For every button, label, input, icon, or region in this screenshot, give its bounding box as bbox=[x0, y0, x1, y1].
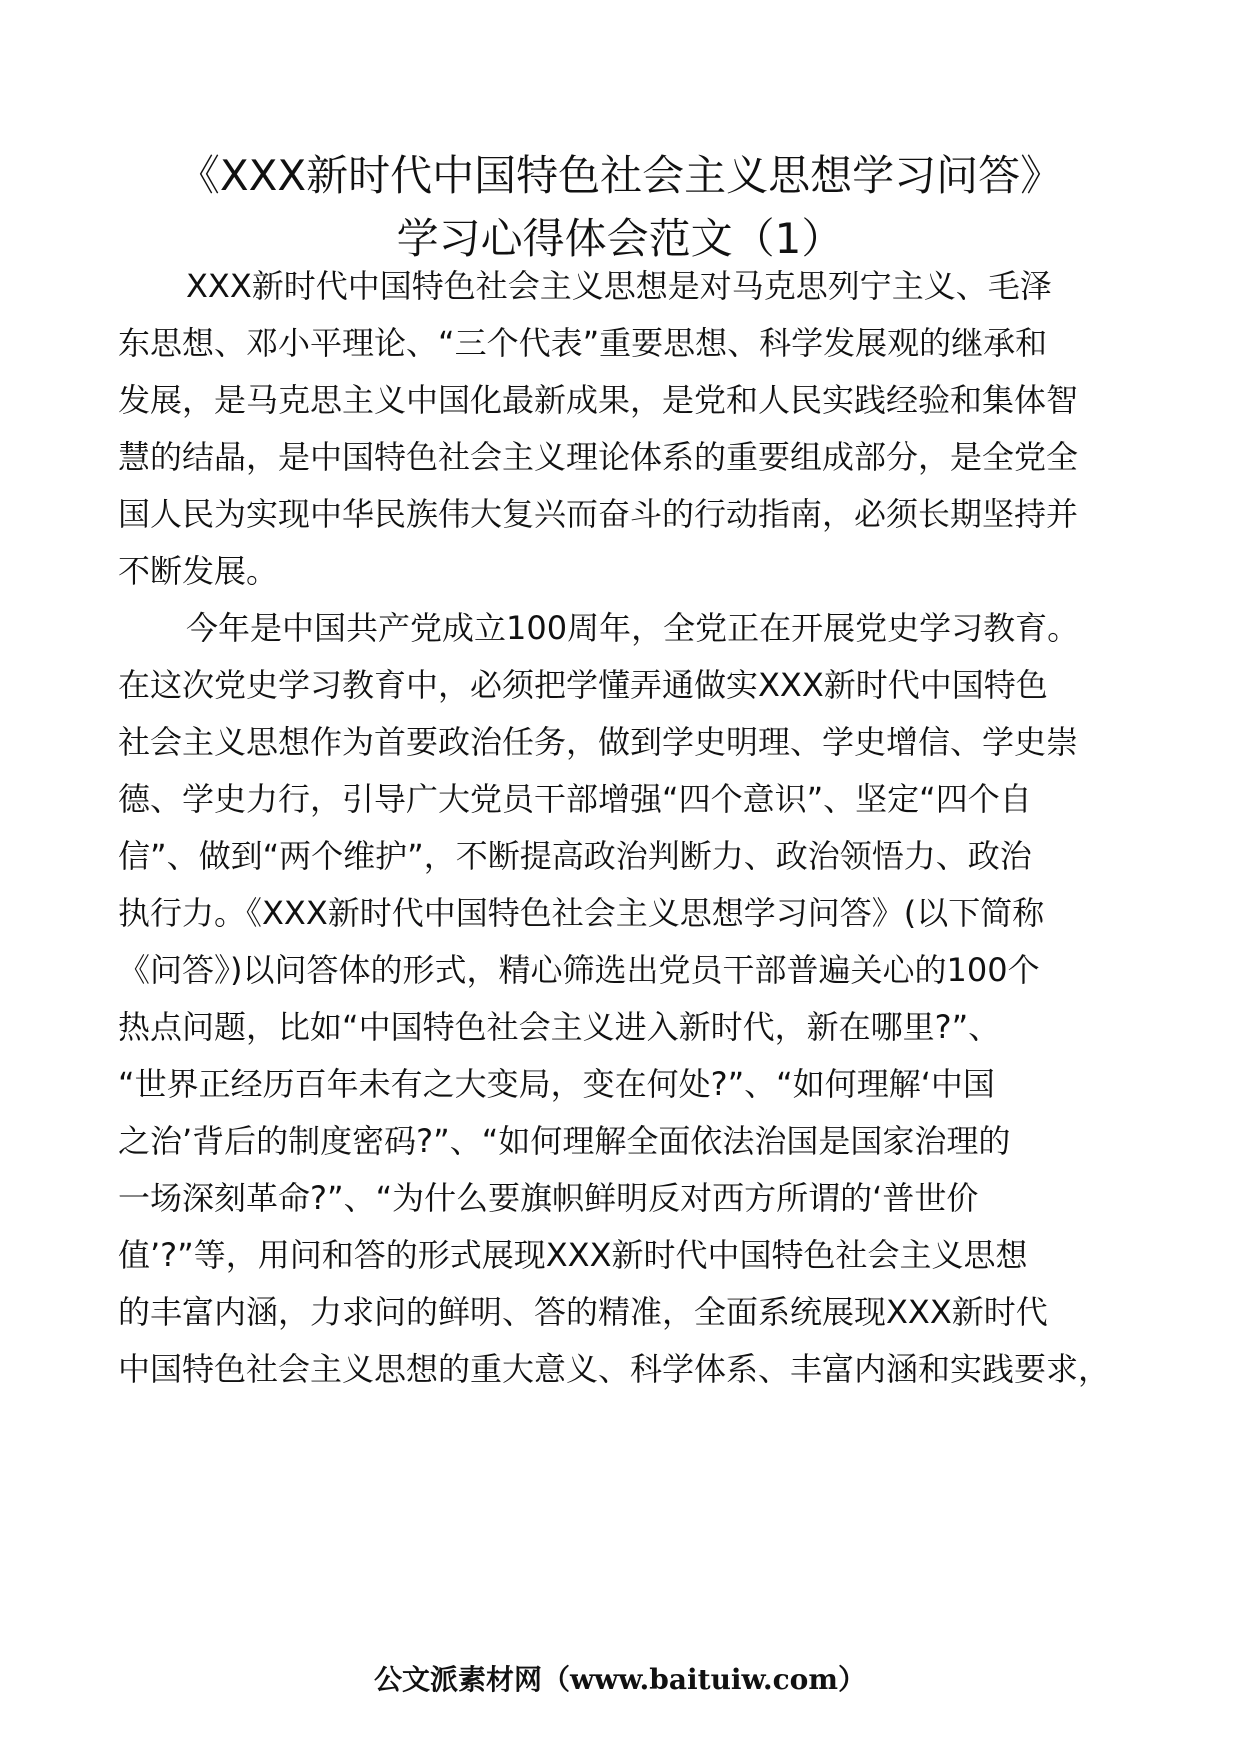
document-title-line-1: 《XXX新时代中国特色社会主义思想学习问答》 bbox=[177, 151, 1063, 200]
paragraph-2-line-5: 信”、做到“两个维护”，不断提高政治判断力、政治领悟力、政治 bbox=[118, 837, 1032, 875]
paragraph-2-line-12: 值’?”等，用问和答的形式展现XXX新时代中国特色社会主义思想 bbox=[118, 1236, 1028, 1274]
paragraph-2-line-1: 今年是中国共产党成立100周年，全党正在开展党史学习教育。 bbox=[186, 609, 1080, 647]
paragraph-1-line-4: 慧的结晶，是中国特色社会主义理论体系的重要组成部分，是全党全 bbox=[118, 438, 1079, 476]
footer-source: 公文派素材网（www.baituiw.com） bbox=[374, 1663, 866, 1696]
paragraph-2-line-13: 的丰富内涵，力求问的鲜明、答的精准，全面系统展现XXX新时代 bbox=[118, 1293, 1048, 1331]
paragraph-1-line-3: 发展，是马克思主义中国化最新成果，是党和人民实践经验和集体智 bbox=[118, 381, 1079, 419]
paragraph-2-line-4: 德、学史力行，引导广大党员干部增强“四个意识”、坚定“四个自 bbox=[118, 780, 1032, 818]
paragraph-2-line-14: 中国特色社会主义思想的重大意义、科学体系、丰富内涵和实践要求， bbox=[118, 1350, 1111, 1388]
paragraph-1-line-1: XXX新时代中国特色社会主义思想是对马克思列宁主义、毛泽 bbox=[186, 267, 1052, 305]
paragraph-1-line-2: 东思想、邓小平理论、“三个代表”重要思想、科学发展观的继承和 bbox=[118, 324, 1048, 362]
document-title-line-2: 学习心得体会范文（1） bbox=[396, 214, 844, 263]
paragraph-1-line-5: 国人民为实现中华民族伟大复兴而奋斗的行动指南，必须长期坚持并 bbox=[118, 495, 1079, 533]
paragraph-2-line-8: 热点问题，比如“中国特色社会主义进入新时代，新在哪里?”、 bbox=[118, 1008, 1001, 1046]
paragraph-2-line-3: 社会主义思想作为首要政治任务，做到学史明理、学史增信、学史崇 bbox=[118, 723, 1079, 761]
paragraph-2-line-7: 《问答》)以问答体的形式，精心筛选出党员干部普遍关心的100个 bbox=[118, 951, 1040, 989]
paragraph-2-line-9: “世界正经历百年未有之大变局，变在何处?”、“如何理解‘中国 bbox=[118, 1065, 995, 1103]
paragraph-2-line-10: 之治’背后的制度密码?”、“如何理解全面依法治国是国家治理的 bbox=[118, 1122, 1011, 1160]
paragraph-1-line-6: 不断发展。 bbox=[118, 552, 279, 590]
paragraph-2-line-2: 在这次党史学习教育中，必须把学懂弄通做实XXX新时代中国特色 bbox=[118, 666, 1048, 704]
paragraph-2-line-11: 一场深刻革命?”、“为什么要旗帜鲜明反对西方所谓的‘普世价 bbox=[118, 1179, 979, 1217]
paragraph-2-line-6: 执行力。《XXX新时代中国特色社会主义思想学习问答》(以下简称 bbox=[118, 894, 1045, 932]
